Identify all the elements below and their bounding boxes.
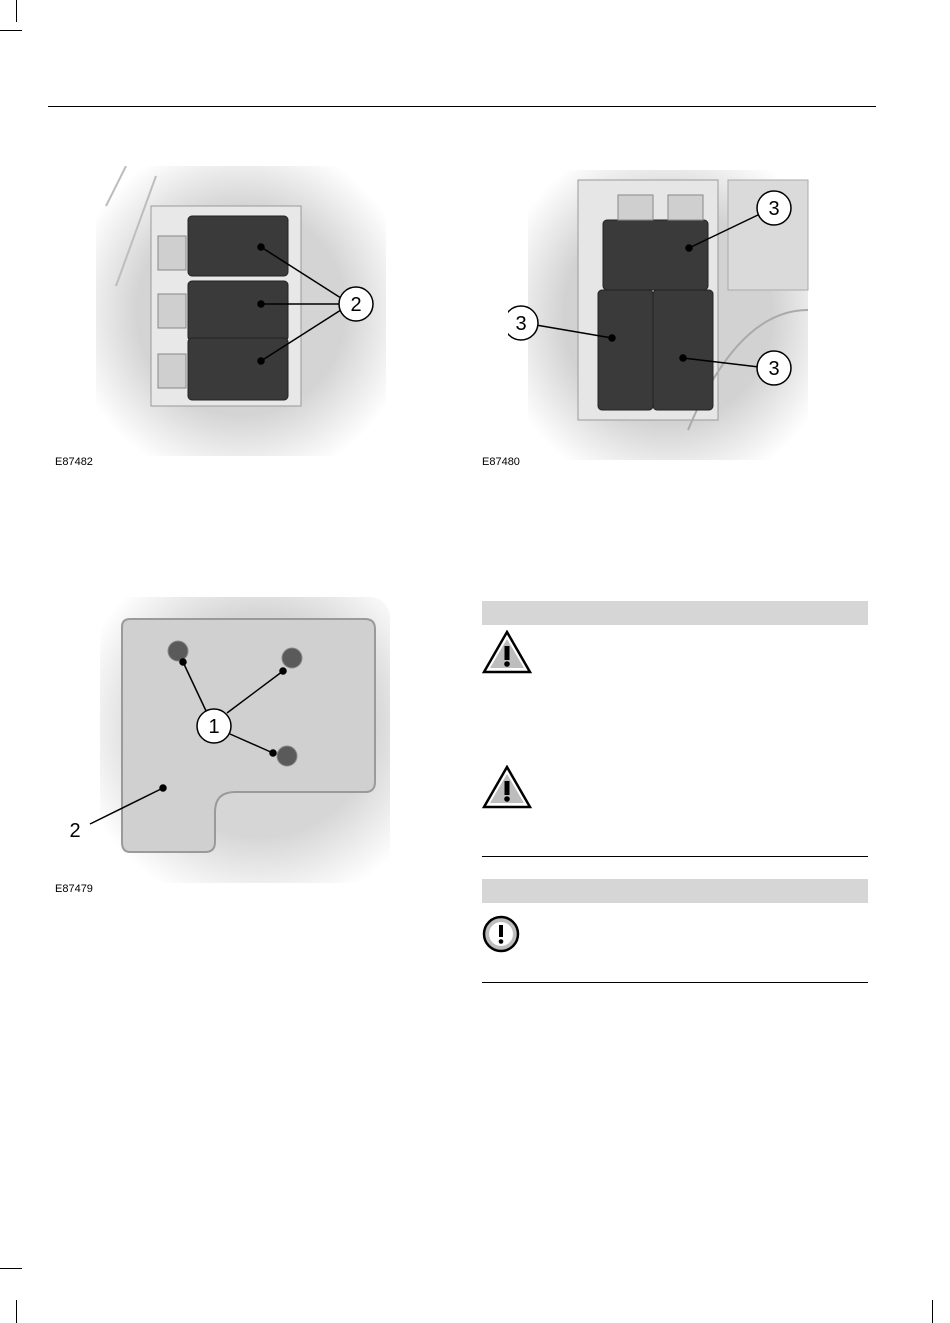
figure-e87479 (60, 597, 390, 883)
crop-mark-bottom-left-h (0, 1268, 22, 1269)
callout-2: 2 (350, 294, 362, 316)
figure-e87482 (96, 166, 386, 456)
figure-e87480 (508, 170, 813, 460)
figure-id: E87482 (55, 456, 93, 468)
callout-2: 2 (69, 820, 81, 842)
callout-1: 1 (208, 716, 220, 738)
caution-circle-icon (481, 914, 521, 959)
warning-triangle-icon (482, 630, 532, 679)
figure-id: E87479 (55, 883, 93, 895)
section-bar-caution (482, 879, 868, 903)
section-bar-warning (482, 601, 868, 625)
crop-mark-top-left-h (0, 30, 22, 31)
module-stack (188, 216, 288, 400)
section-divider (482, 856, 868, 857)
section-divider (482, 982, 868, 983)
callout-3: 3 (515, 313, 527, 335)
crop-mark-top-left (16, 0, 17, 22)
header-rule (48, 106, 876, 107)
warning-triangle-icon (482, 765, 532, 814)
crop-mark-bottom-left (16, 1300, 17, 1323)
figure-id: E87480 (482, 456, 520, 468)
callout-3: 3 (768, 358, 780, 380)
crop-mark-bottom-right (932, 1300, 933, 1323)
callout-3: 3 (768, 198, 780, 220)
